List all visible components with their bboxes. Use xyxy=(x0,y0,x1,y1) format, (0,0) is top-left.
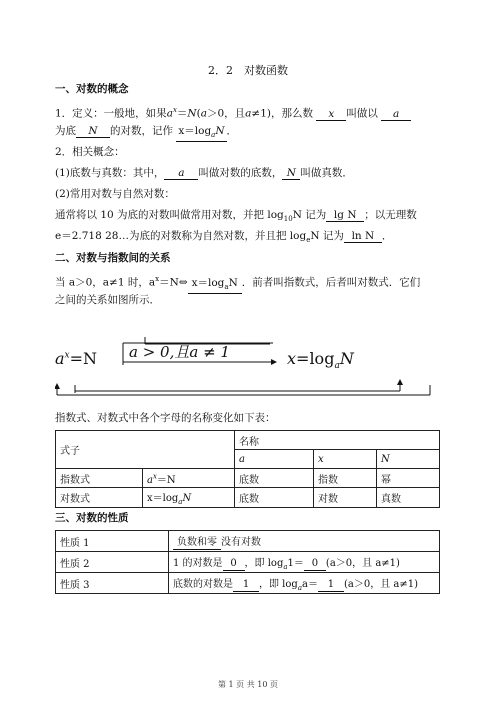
exp-log-relation-diagram xyxy=(55,335,445,403)
logarithmic-form: $x=\log_aN$ xyxy=(287,349,354,372)
table-row: 性质 3 底数的对数是 1 ，即 $\log_aa= 1$ (a＞0，且 a≠1) xyxy=(56,573,440,594)
blank-x: x xyxy=(316,108,346,121)
natural-log-line: e＝2.718 28…为底的对数称为自然对数，并且把 $\log_eN$ 记为 ln N ． xyxy=(55,230,393,245)
name-table xyxy=(55,430,440,508)
blank-log-form: $x=\log_aN$ xyxy=(176,125,226,142)
page-title: 2．2 对数函数 xyxy=(208,64,288,77)
related-concepts: 2．相关概念： xyxy=(55,146,125,158)
properties-table xyxy=(55,530,440,594)
header-name: 名称 xyxy=(235,431,440,450)
exponential-form: $a^x=N$ xyxy=(55,349,98,368)
table-row: 性质 1 负数和零 没有对数 xyxy=(56,531,440,552)
table-row: 指数式 $a^x=N$ 底数 指数 幂 xyxy=(56,469,440,488)
common-log-line: 通常将以 10 为底的对数叫做常用对数，并把 $\log_{10}N$ 记为 lg N ；以无理数 xyxy=(55,209,417,224)
header-N: N xyxy=(377,450,440,469)
relation-line-2: 之间的关系如图所示． xyxy=(55,294,160,306)
blank-N: N xyxy=(76,125,110,138)
table-intro: 指数式、对数式中各个字母的名称变化如下表： xyxy=(55,412,276,424)
relation-arrows xyxy=(55,335,445,403)
section-heading-2: 二、对数与指数间的关系 xyxy=(55,252,171,264)
definition-line-1: 1．定义：一般地，如果$a^x=N(a>0$，且a≠1)，那么数 x 叫做以 a xyxy=(55,103,411,121)
common-natural-log: (2)常用对数与自然对数： xyxy=(55,188,175,200)
base-and-argument: (1)底数与真数：其中， a 叫做对数的底数， N 叫做真数． xyxy=(55,167,353,179)
table-row: 性质 2 1 的对数是 0 ，即 $\log_a1= 0$ (a＞0，且 a≠1) xyxy=(56,552,440,573)
header-a: a xyxy=(235,450,314,469)
relation-line-1: 当 a＞0，a≠1 时，$a^x=N\Leftrightarrow$ $x=\log_aN$ ．前者叫指数式，后者叫对数式．它们 xyxy=(55,272,420,294)
section-heading-3: 三、对数的性质 xyxy=(55,512,129,524)
section-heading-1: 一、对数的概念 xyxy=(55,83,129,95)
definition-line-2: 为底 N 的对数，记作 $x=\log_aN$ ． xyxy=(55,124,237,142)
page-footer: 第 1 页 共 10 页 xyxy=(218,680,278,689)
blank-a: a xyxy=(381,108,411,121)
table-row: 对数式 $x=\log_aN$ 底数 对数 真数 xyxy=(56,488,440,508)
header-x: x xyxy=(314,450,377,469)
header-formula: 式子 xyxy=(56,431,235,469)
base-condition: a > 0,且a ≠ 1 xyxy=(129,343,230,361)
